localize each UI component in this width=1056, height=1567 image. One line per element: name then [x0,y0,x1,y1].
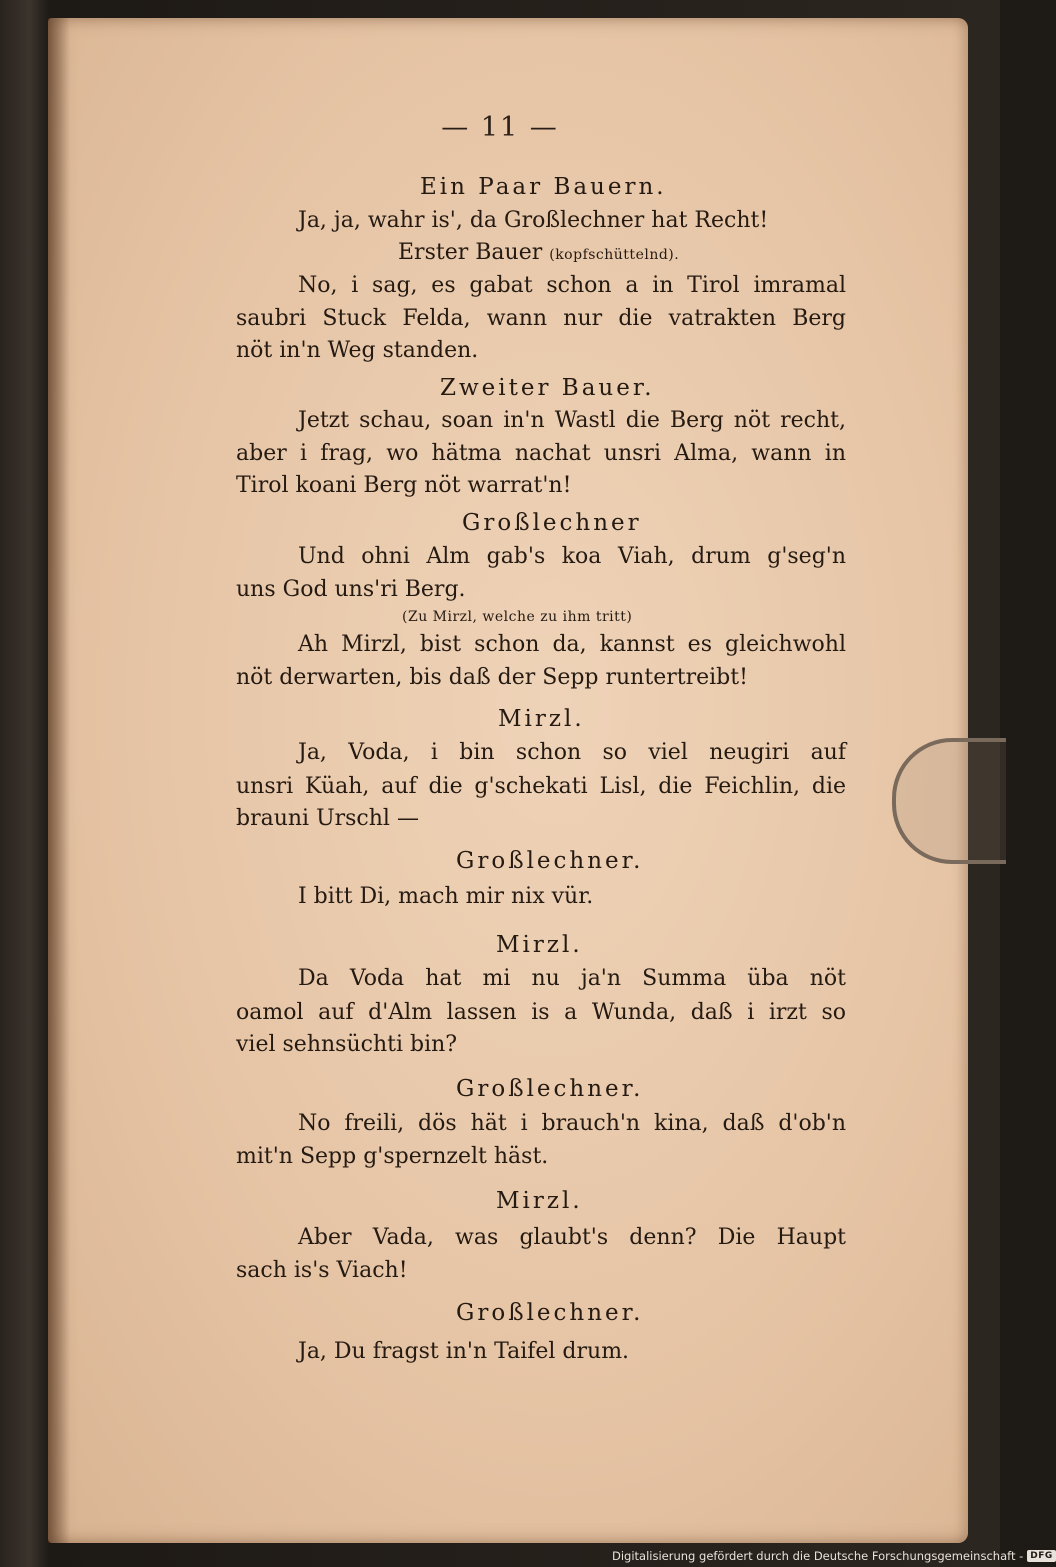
speaker-heading: Großlechner. [456,1076,644,1102]
speaker-heading: Großlechner [462,510,642,536]
speaker-name: Erster Bauer [398,240,543,265]
text-line: No, i sag, es gabat schon a in Tirol imramal [298,273,846,298]
book-spine-shadow [48,18,70,1543]
speaker-heading: Mirzl. [496,932,583,958]
credit-text: Digitalisierung gefördert durch die Deutsche Forschungsgemeinschaft - [612,1548,1024,1563]
text-line: viel sehnsüchti bin? [236,1032,458,1057]
text-line: oamol auf d'Alm lassen is a Wunda, daß i irzt so [236,1000,846,1025]
speaker-heading: Ein Paar Bauern. [420,174,667,200]
page-clip [892,738,1006,864]
speaker-heading [398,242,679,264]
text-line: Ja, ja, wahr is', da Großlechner hat Recht! [298,208,769,233]
page-number: — 11 — [441,112,559,143]
text-line: uns God uns'ri Berg. [236,577,466,602]
text-line: saubri Stuck Felda, wann nur die vatrakten Berg [236,306,846,331]
digitization-credit [612,1547,1056,1564]
text-line: mit'n Sepp g'spernzelt häst. [236,1144,549,1169]
stage-direction: (kopfschüttelnd). [549,247,680,263]
text-line: Ja, Voda, i bin schon so viel neugiri auf [298,740,846,765]
text-line: Ah Mirzl, bist schon da, kannst es gleichwohl [298,632,846,657]
speaker-heading: Mirzl. [498,706,585,732]
text-line: Und ohni Alm gab's koa Viah, drum g'seg'n [298,544,846,569]
stage-direction: (Zu Mirzl, welche zu ihm tritt) [402,609,633,625]
text-line: I bitt Di, mach mir nix vür. [298,884,594,909]
speaker-heading: Großlechner. [456,848,644,874]
text-line: brauni Urschl — [236,806,419,831]
speaker-heading: Großlechner. [456,1300,644,1326]
text-line: Da Voda hat mi nu ja'n Summa üba nöt [298,966,846,991]
text-line: Tirol koani Berg nöt warrat'n! [236,473,572,498]
text-line: nöt in'n Weg standen. [236,338,479,363]
text-line: No freili, dös hät i brauch'n kina, daß d'ob'n [298,1111,846,1136]
text-line: Ja, Du fragst in'n Taifel drum. [298,1339,630,1364]
dfg-logo: DFG [1027,1550,1056,1562]
text-line: aber i frag, wo hätma nachat unsri Alma, wann in [236,441,846,466]
text-line: sach is's Viach! [236,1258,408,1283]
text-line: unsri Küah, auf die g'schekati Lisl, die Feichlin, die [236,774,846,799]
text-line: Jetzt schau, soan in'n Wastl die Berg nöt recht, [298,408,846,433]
speaker-heading: Zweiter Bauer. [440,375,655,401]
text-line: nöt derwarten, bis daß der Sepp runtertreibt! [236,665,748,690]
text-line: Aber Vada, was glaubt's denn? Die Haupt [298,1225,846,1250]
speaker-heading: Mirzl. [496,1188,583,1214]
